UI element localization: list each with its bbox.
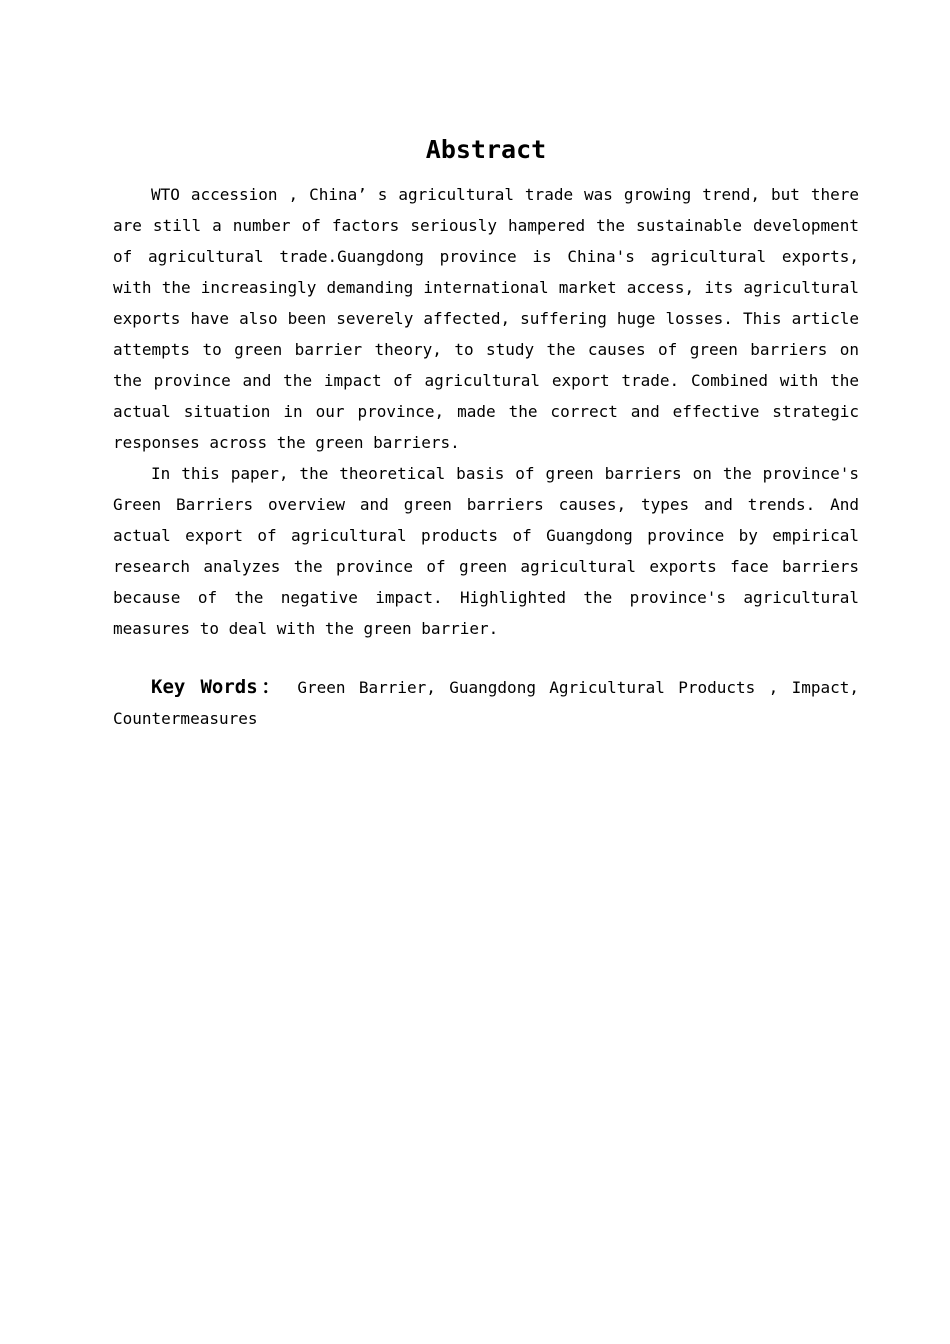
keywords-section [113, 672, 859, 734]
abstract-title: Abstract [425, 135, 547, 164]
abstract-body [113, 179, 859, 644]
abstract-paragraph-2: In this paper, the theoretical basis of green barriers on the province's Green Barriers overview and green barriers causes, types and trends. And actual export of agricultural products of Guangdong province by empirical research analyzes the province of green agricultural exports face barriers because of the negative impact. Highlighted the province's agricultural measures to deal with the green barrier. [113, 464, 859, 638]
keywords-label: Key Words： [151, 676, 285, 698]
abstract-paragraph-1: WTO accession , China’ s agricultural trade was growing trend, but there are still a number of factors seriously hampered the sustainable development of agricultural trade.Guangdong province is China's agricultural exports, with the increasingly demanding international market access, its agricultural exports have also been severely affected, suffering huge losses. This article attempts to green barrier theory, to study the causes of green barriers on the province and the impact of agricultural export trade. Combined with the actual situation in our province, made the correct and effective strategic responses across the green barriers. [113, 185, 859, 452]
keywords-text: Green Barrier, Guangdong Agricultural Products , Impact, Countermeasures [113, 678, 859, 728]
keywords-line [113, 672, 859, 734]
